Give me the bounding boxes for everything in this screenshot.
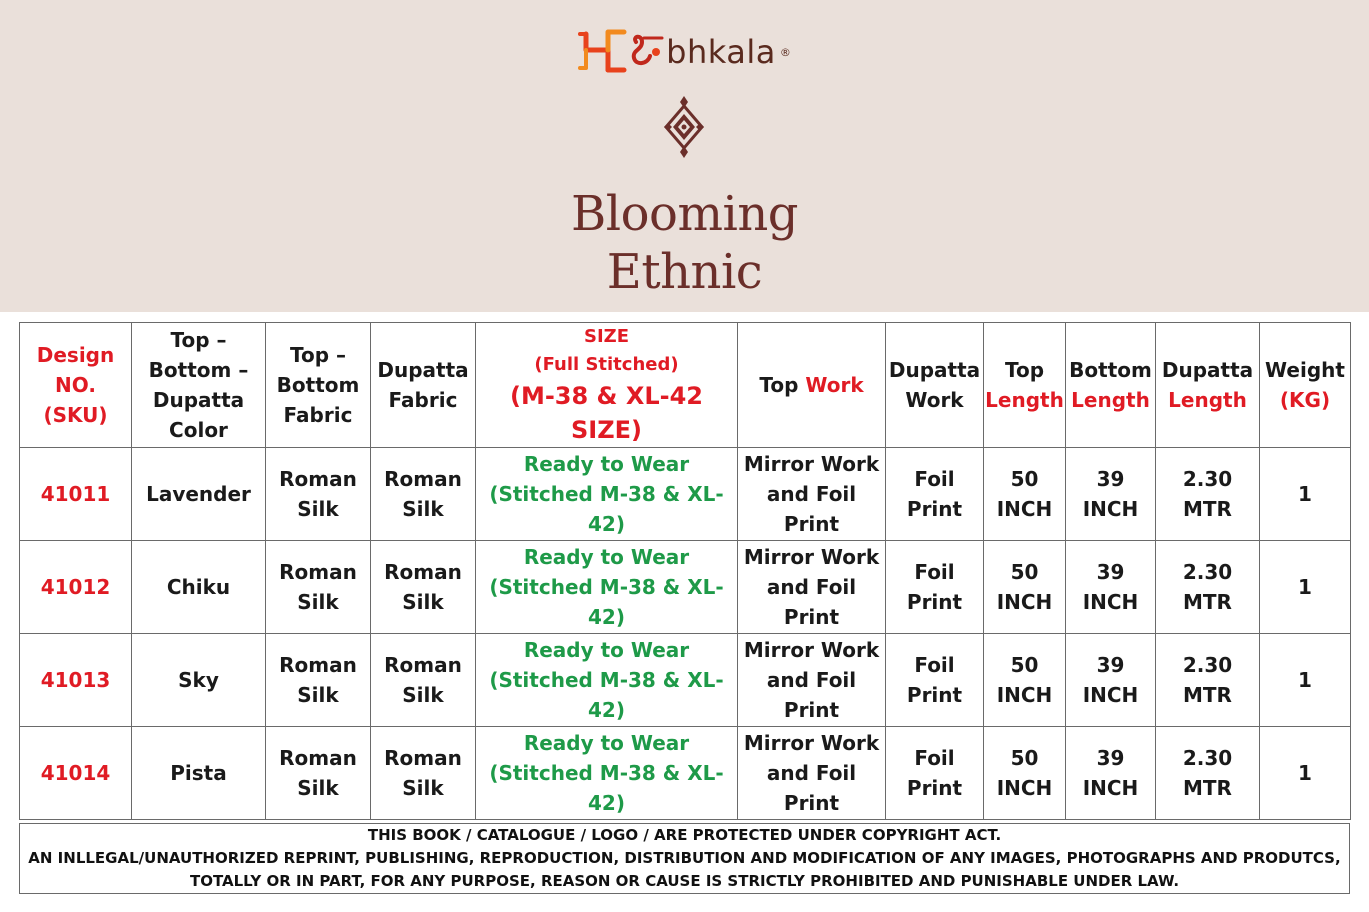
cell-dupatta-work: Foil Print: [886, 448, 984, 541]
table-header-row: [20, 323, 1351, 448]
header-weight: Weight (KG): [1260, 323, 1351, 448]
cell-weight: 1: [1260, 634, 1351, 727]
ornament-icon: [662, 94, 706, 160]
cell-size: Ready to Wear (Stitched M-38 & XL-42): [476, 634, 738, 727]
cell-sku: 41012: [20, 541, 132, 634]
logo-text: bhkala: [666, 33, 776, 71]
cell-top-work: Mirror Work and Foil Print: [738, 634, 886, 727]
cell-dupatta-fabric: Roman Silk: [371, 634, 476, 727]
table-row: [20, 541, 1351, 634]
cell-sku: 41013: [20, 634, 132, 727]
cell-weight: 1: [1260, 541, 1351, 634]
cell-top-length: 50 INCH: [984, 541, 1066, 634]
cell-bottom-length: 39 INCH: [1066, 634, 1156, 727]
product-spec-table: [19, 322, 1351, 820]
cell-top-bottom-fabric: Roman Silk: [266, 541, 371, 634]
cell-top-bottom-fabric: Roman Silk: [266, 727, 371, 820]
cell-top-bottom-fabric: Roman Silk: [266, 448, 371, 541]
copyright-line-1: THIS BOOK / CATALOGUE / LOGO / ARE PROTECTED UNDER COPYRIGHT ACT.: [367, 826, 1002, 844]
header-dupatta-fabric: Dupatta Fabric: [371, 323, 476, 448]
header-size: SIZE (Full Stitched) (M-38 & XL-42 SIZE): [476, 323, 738, 448]
cell-color: Lavender: [132, 448, 266, 541]
cell-top-length: 50 INCH: [984, 727, 1066, 820]
cell-dupatta-length: 2.30 MTR: [1156, 448, 1260, 541]
collection-title-line1: Blooming: [571, 186, 798, 242]
copyright-line-3: TOTALLY OR IN PART, FOR ANY PURPOSE, REASON OR CAUSE IS STRICTLY PROHIBITED AND PUNISHABLE UNDER LAW.: [189, 872, 1180, 890]
cell-dupatta-fabric: Roman Silk: [371, 448, 476, 541]
table-row: [20, 727, 1351, 820]
cell-color: Pista: [132, 727, 266, 820]
header-banner: [0, 0, 1369, 312]
header-dupatta-length: Dupatta Length: [1156, 323, 1260, 448]
header-dupatta-work: Dupatta Work: [886, 323, 984, 448]
header-top-work: Top Work: [738, 323, 886, 448]
cell-top-length: 50 INCH: [984, 448, 1066, 541]
cell-sku: 41014: [20, 727, 132, 820]
cell-weight: 1: [1260, 448, 1351, 541]
copyright-notice: [19, 823, 1350, 894]
header-design-no: Design NO. (SKU): [20, 323, 132, 448]
cell-bottom-length: 39 INCH: [1066, 448, 1156, 541]
cell-dupatta-work: Foil Print: [886, 727, 984, 820]
header-top-length: Top Length: [984, 323, 1066, 448]
cell-dupatta-length: 2.30 MTR: [1156, 634, 1260, 727]
cell-dupatta-fabric: Roman Silk: [371, 727, 476, 820]
cell-dupatta-length: 2.30 MTR: [1156, 727, 1260, 820]
collection-title-line2: Ethnic: [606, 244, 763, 300]
cell-dupatta-work: Foil Print: [886, 541, 984, 634]
cell-bottom-length: 39 INCH: [1066, 541, 1156, 634]
swastik-logo-icon: [578, 24, 670, 80]
header-top-bottom-fabric: Top – Bottom Fabric: [266, 323, 371, 448]
cell-top-work: Mirror Work and Foil Print: [738, 541, 886, 634]
cell-sku: 41011: [20, 448, 132, 541]
brand-logo: [0, 22, 1369, 82]
cell-dupatta-fabric: Roman Silk: [371, 541, 476, 634]
header-color: Top – Bottom – Dupatta Color: [132, 323, 266, 448]
cell-size: Ready to Wear (Stitched M-38 & XL-42): [476, 727, 738, 820]
cell-top-work: Mirror Work and Foil Print: [738, 448, 886, 541]
cell-dupatta-work: Foil Print: [886, 634, 984, 727]
cell-weight: 1: [1260, 727, 1351, 820]
cell-color: Sky: [132, 634, 266, 727]
cell-top-length: 50 INCH: [984, 634, 1066, 727]
cell-dupatta-length: 2.30 MTR: [1156, 541, 1260, 634]
header-bottom-length: Bottom Length: [1066, 323, 1156, 448]
cell-bottom-length: 39 INCH: [1066, 727, 1156, 820]
table-row: [20, 448, 1351, 541]
cell-color: Chiku: [132, 541, 266, 634]
registered-mark: ®: [779, 45, 791, 59]
cell-top-work: Mirror Work and Foil Print: [738, 727, 886, 820]
cell-top-bottom-fabric: Roman Silk: [266, 634, 371, 727]
table-row: [20, 634, 1351, 727]
copyright-line-2: AN INLLEGAL/UNAUTHORIZED REPRINT, PUBLISHING, REPRODUCTION, DISTRIBUTION AND MODIFICATION OF ANY IMAGES, PHOTOGRAPHS AND PRODUTCS,: [28, 849, 1341, 867]
cell-size: Ready to Wear (Stitched M-38 & XL-42): [476, 448, 738, 541]
cell-size: Ready to Wear (Stitched M-38 & XL-42): [476, 541, 738, 634]
